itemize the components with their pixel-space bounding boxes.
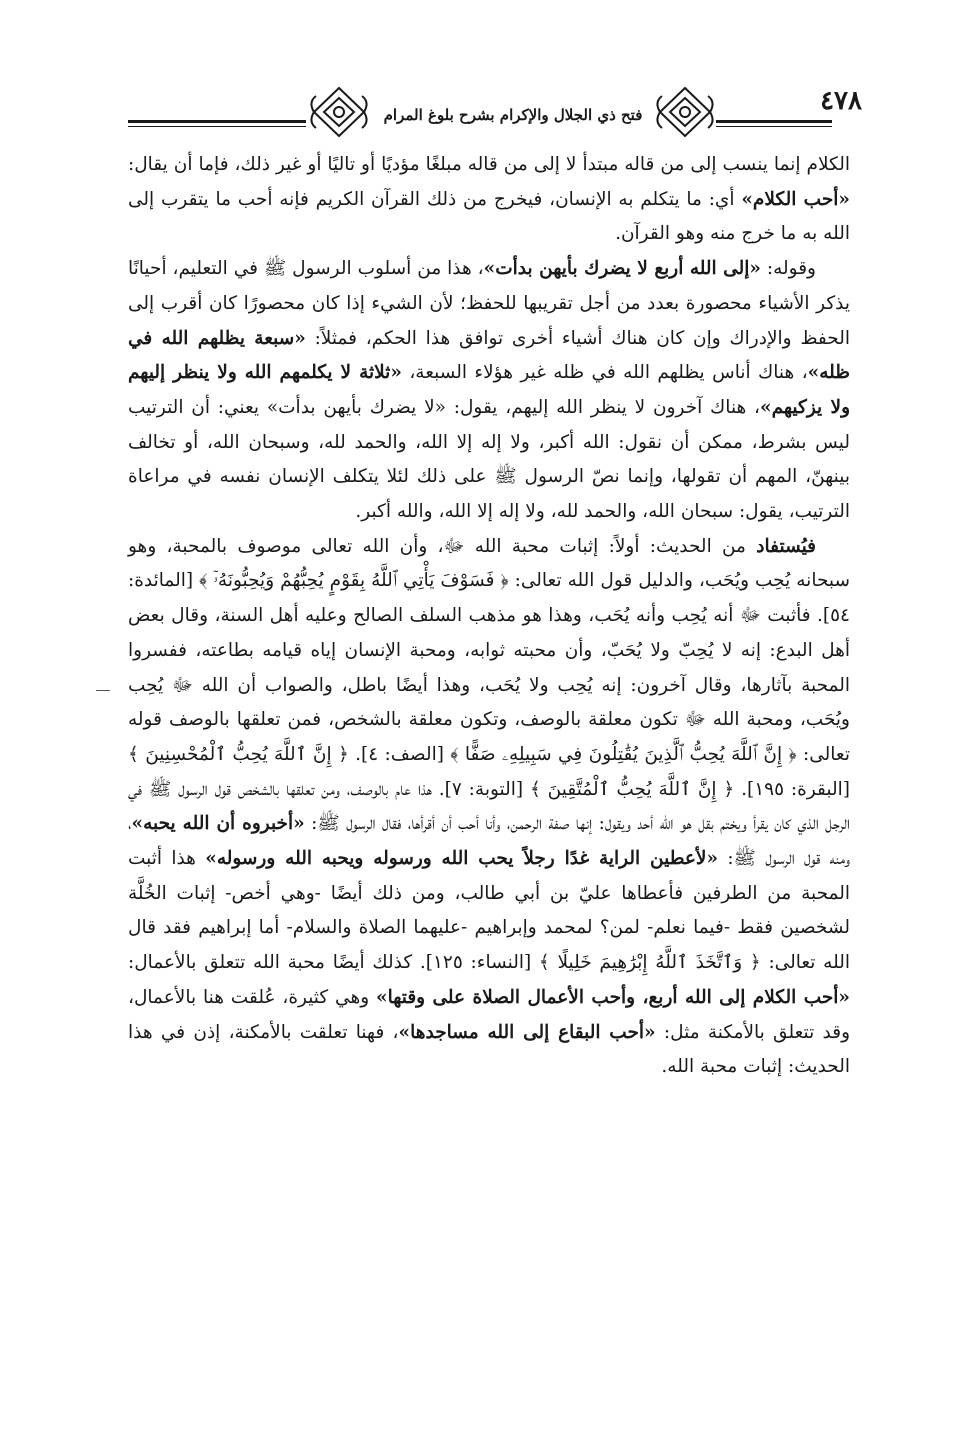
hadith-quote: «إلى الله أربع لا يضرك بأيهن بدأت» [483,258,761,280]
header-rule-right-thin [716,126,832,127]
ornament-left-icon [308,84,370,140]
hadith-quote: «لأعطين الراية غدًا رجلاً يحب الله ورسوله ويحبه الله ورسوله» [205,848,719,870]
header-rule-left-thin [128,126,306,127]
running-header [128,82,862,146]
text-run: ، هذا من أسلوب الرسول ﷺ في التعليم، أحيانًا يذكر الأشياء محصورة بعدد من أجل تقريبها للحفظ؛ لأن الشيء إذا كان محصورًا كان أقرب إلى الحفظ والإدراك وإن كان هناك أشياء أخرى توافق هذا الحكم، فمثلاً: [128,258,850,349]
text-run: ، هناك أناس يظلهم الله في ظله غير هؤلاء السبعة، [401,362,808,384]
hadith-quote: «سبعة يظلهم الله في ظله» [128,327,851,384]
book-title: فتح ذي الجلال والإكرام بشرح بلوغ المرام [383,106,643,124]
text-run: هذا أثبت المحبة من الطرفين فأعطاها عليّ بن أبي طالب، ومن ذلك أيضًا -وهي أخص- إثبات الخُلَّة لشخصين فقط -فيما نعلم- لمن؟ لمحمد وإبراهيم -عليهما الصلاة والسلام- أما إبراهيم فقد قال الله تعالى: ﴿ وَٱتَّخَذَ ٱللَّهُ إِبْرَٰهِيمَ خَلِيلًا ﴾ [النساء: ١٢٥]. كذلك أيضًا محبة الله تتعلق بالأعمال: [128,848,851,974]
text-run: وهي كثيرة، عُلقت هنا بالأعمال، وقد تتعلق بالأمكنة مثل: [128,986,850,1043]
hadith-quote: «أحب البقاع إلى الله مساجدها» [398,1021,656,1043]
text-run: أي: ما يتكلم به الإنسان، فيخرج من ذلك القرآن الكريم فإنه أحب ما يتقرب إلى الله به ما خرج منه وهو القرآن. [128,188,850,245]
text-run: من الحديث: أولاً: إثبات محبة الله ﷻ، وأن الله تعالى موصوف بالمحبة، وهو سبحانه يُحِب ويُحَب، والدليل قول الله تعالى: ﴿ فَسَوْفَ يَأْتِي ٱللَّهُ بِقَوْمٍ يُحِبُّهُمْ وَيُحِبُّونَهُۥٓ ﴾ [المائدة: ٥٤]. فأثبت ﷻ أنه يُحِب وأنه يُحَب، وهذا هو مذهب السلف الصالح وعليه أهل السنة، وقال بعض أهل البدع: إنه لا يُحِبّ ولا يُحَبّ، وأن محبته ثوابه، ومحبة الإنسان إياه قيامه بطاعته، ففسروا المحبة بآثارها، وقال آخرون: إنه يُحِب ولا يُحَب، وهذا أيضًا باطل، والصواب أن الله ﷻ يُحِب ويُحَب، ومحبة الله ﷻ تكون معلقة بالوصف، وتكون معلقة بالشخص، فمن تعلقها بالوصف قوله تعالى: ﴿ إِنَّ ٱللَّهَ يُحِبُّ ٱلَّذِينَ يُقَٰتِلُونَ فِي سَبِيلِهِۦ صَفًّا ﴾ [الصف: ٤]. ﴿ إِنَّ ٱللَّهَ يُحِبُّ ٱلْمُحْسِنِينَ ﴾ [البقرة: ١٩٥]. ﴿ إِنَّ ٱللَّهَ يُحِبُّ ٱلْمُتَّقِينَ ﴾ [التوبة: ٧]. هذا عام بالوصف، ومن تعلقها بالشخص قول الرسول ﷺ في الرجل الذي كان يقرأ ويختم بقل هو الله أحد ويقول: إنها صفة الرحمن، وأنا أحب أن أقرأها، فقال الرسول ﷺ: [128,535,851,835]
body-text [128,148,850,1085]
paragraph-2 [128,252,850,530]
text-run: الكلام إنما ينسب إلى من قاله مبتدأ لا إلى من قاله مبلغًا مؤديًا أو تاليًا أو غير ذلك، فإما أن يقال: [128,154,850,175]
text-run: ، ومنه قول الرسول ﷺ: [128,813,851,870]
paragraph-3 [128,530,850,1085]
text-run: وقوله: [760,258,816,280]
hadith-quote: «ثلاثة لا يكلمهم الله ولا ينظر إليهم ولا يزكيهم» [128,362,850,418]
text-run: ، هناك آخرون لا ينظر الله إليهم، يقول: «لا يضرك بأيهن بدأت» يعني: أن الترتيب ليس بشرط، ممكن أن نقول: الله أكبر، ولا إله إلا الله، والحمد لله، وسبحان الله، أو تخالف بينهنّ، المهم أن تقولها، وإنما نصّ الرسول ﷺ على ذلك لئلا يتكلف الإنسان نفسه في مراعاة الترتيب، يقول: سبحان الله، والحمد لله، ولا إله إلا الله، والله أكبر. [128,396,850,523]
section-lead: فيُستفاد [756,535,816,557]
hadith-quote: «أحب الكلام» [741,188,850,210]
header-rule-right [716,120,832,123]
hadith-quote: «أحب الكلام إلى الله أربع، وأحب الأعمال الصلاة على وقتها» [376,986,850,1008]
header-rule-left [128,120,306,123]
paragraph-1 [128,148,850,252]
text-run: ، فهنا تعلقت بالأمكنة، إذن في هذا الحديث: إثبات محبة الله. [128,1021,850,1078]
ornament-right-icon [654,84,716,140]
page-number: ٤٧٨ [820,86,862,116]
hadith-quote: «أخبروه أن الله يحبه» [131,813,305,835]
margin-mark [96,690,110,691]
